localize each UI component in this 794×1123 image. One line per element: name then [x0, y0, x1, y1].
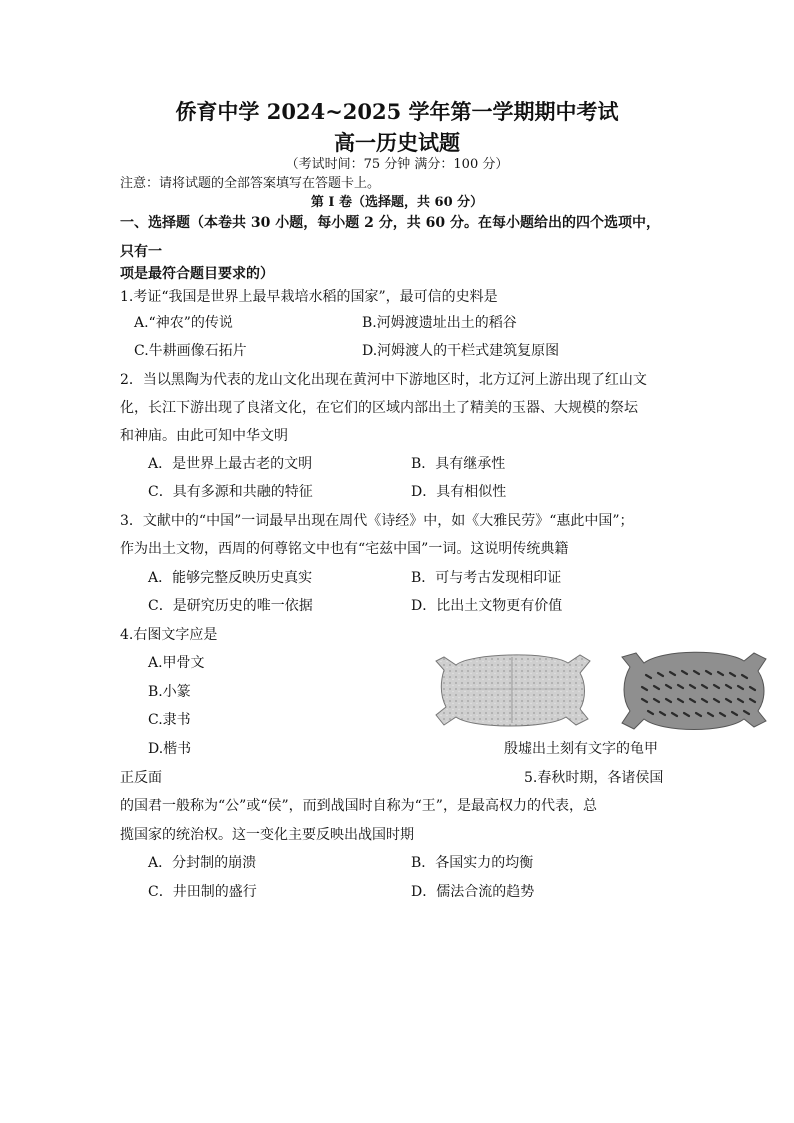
exam-info: （考试时间：75 分钟 满分：100 分） [285, 157, 509, 172]
q1-option-c: C.牛耕画像石拓片 [134, 343, 247, 359]
q5-stem-line3: 揽国家的统治权。这一变化主要反映出战国时期 [120, 827, 414, 843]
image-caption-tail: 正反面 [120, 770, 162, 786]
exam-title: 侨育中学 2024~2025 学年第一学期期中考试 [175, 99, 619, 124]
shell-back [622, 652, 766, 729]
q4-option-b: B.小篆 [148, 684, 191, 700]
volume-title: 第 I 卷（选择题，共 60 分） [310, 195, 484, 210]
q2-stem-line2: 化，长江下游出现了良渚文化，在它们的区域内部出土了精美的玉器、大规模的祭坛 [120, 400, 638, 416]
image-caption: 殷墟出土刻有文字的龟甲 [504, 741, 658, 757]
q3-stem-line2: 作为出土文物，西周的何尊铭文中也有“宅兹中国”一词。这说明传统典籍 [120, 541, 569, 557]
q3-option-b: B．可与考古发现相印证 [411, 570, 562, 586]
q2-stem-line1: 2．当以黑陶为代表的龙山文化出现在黄河中下游地区时，北方辽河上游出现了红山文 [120, 372, 647, 388]
q5-stem-line1: 5.春秋时期，各诸侯国 [524, 770, 664, 786]
q1-option-b: B.河姆渡遗址出土的稻谷 [362, 315, 517, 331]
q3-stem-line1: 3．文献中的“中国”一词最早出现在周代《诗经》中，如《大雅民劳》“惠此中国”； [120, 513, 634, 529]
q4-option-d: D.楷书 [148, 741, 192, 757]
section-instructions-line3: 项是最符合题目要求的） [120, 266, 274, 282]
q5-stem-line2: 的国君一般称为“公”或“侯”，而到战国时自称为“王”，是最高权力的代表，总 [120, 798, 597, 814]
q3-option-d: D．比出土文物更有价值 [411, 598, 563, 614]
q5-option-a: A．分封制的崩溃 [148, 855, 257, 871]
q4-option-a: A.甲骨文 [148, 655, 205, 671]
shell-front [436, 655, 590, 726]
q1-option-d: D.河姆渡人的干栏式建筑复原图 [362, 343, 560, 359]
q5-option-c: C．井田制的盛行 [148, 884, 257, 900]
section-instructions-line2: 只有一 [120, 244, 162, 260]
q1-stem: 1.考证“我国是世界上最早栽培水稻的国家”，最可信的史料是 [120, 289, 498, 305]
section-instructions-line1: 一、选择题（本卷共 30 小题，每小题 2 分，共 60 分。在每小题给出的四个选项中， [120, 215, 660, 231]
q2-option-c: C．具有多源和共融的特征 [148, 484, 313, 500]
exam-notice: 注意：请将试题的全部答案填写在答题卡上。 [120, 176, 381, 191]
q3-option-c: C．是研究历史的唯一依据 [148, 598, 313, 614]
q1-option-a: A.“神农”的传说 [134, 315, 233, 331]
q2-option-b: B．具有继承性 [411, 456, 506, 472]
q4-stem: 4.右图文字应是 [120, 627, 218, 643]
q3-option-a: A．能够完整反映历史真实 [148, 570, 313, 586]
q2-option-a: A．是世界上最古老的文明 [148, 456, 313, 472]
q5-option-d: D．儒法合流的趋势 [411, 884, 535, 900]
q2-stem-line3: 和神庙。由此可知中华文明 [120, 428, 288, 444]
q4-option-c: C.隶书 [148, 712, 191, 728]
q2-option-d: D．具有相似性 [411, 484, 507, 500]
oracle-bone-image [430, 645, 770, 735]
exam-subtitle: 高一历史试题 [334, 130, 460, 155]
q5-option-b: B．各国实力的均衡 [411, 855, 534, 871]
